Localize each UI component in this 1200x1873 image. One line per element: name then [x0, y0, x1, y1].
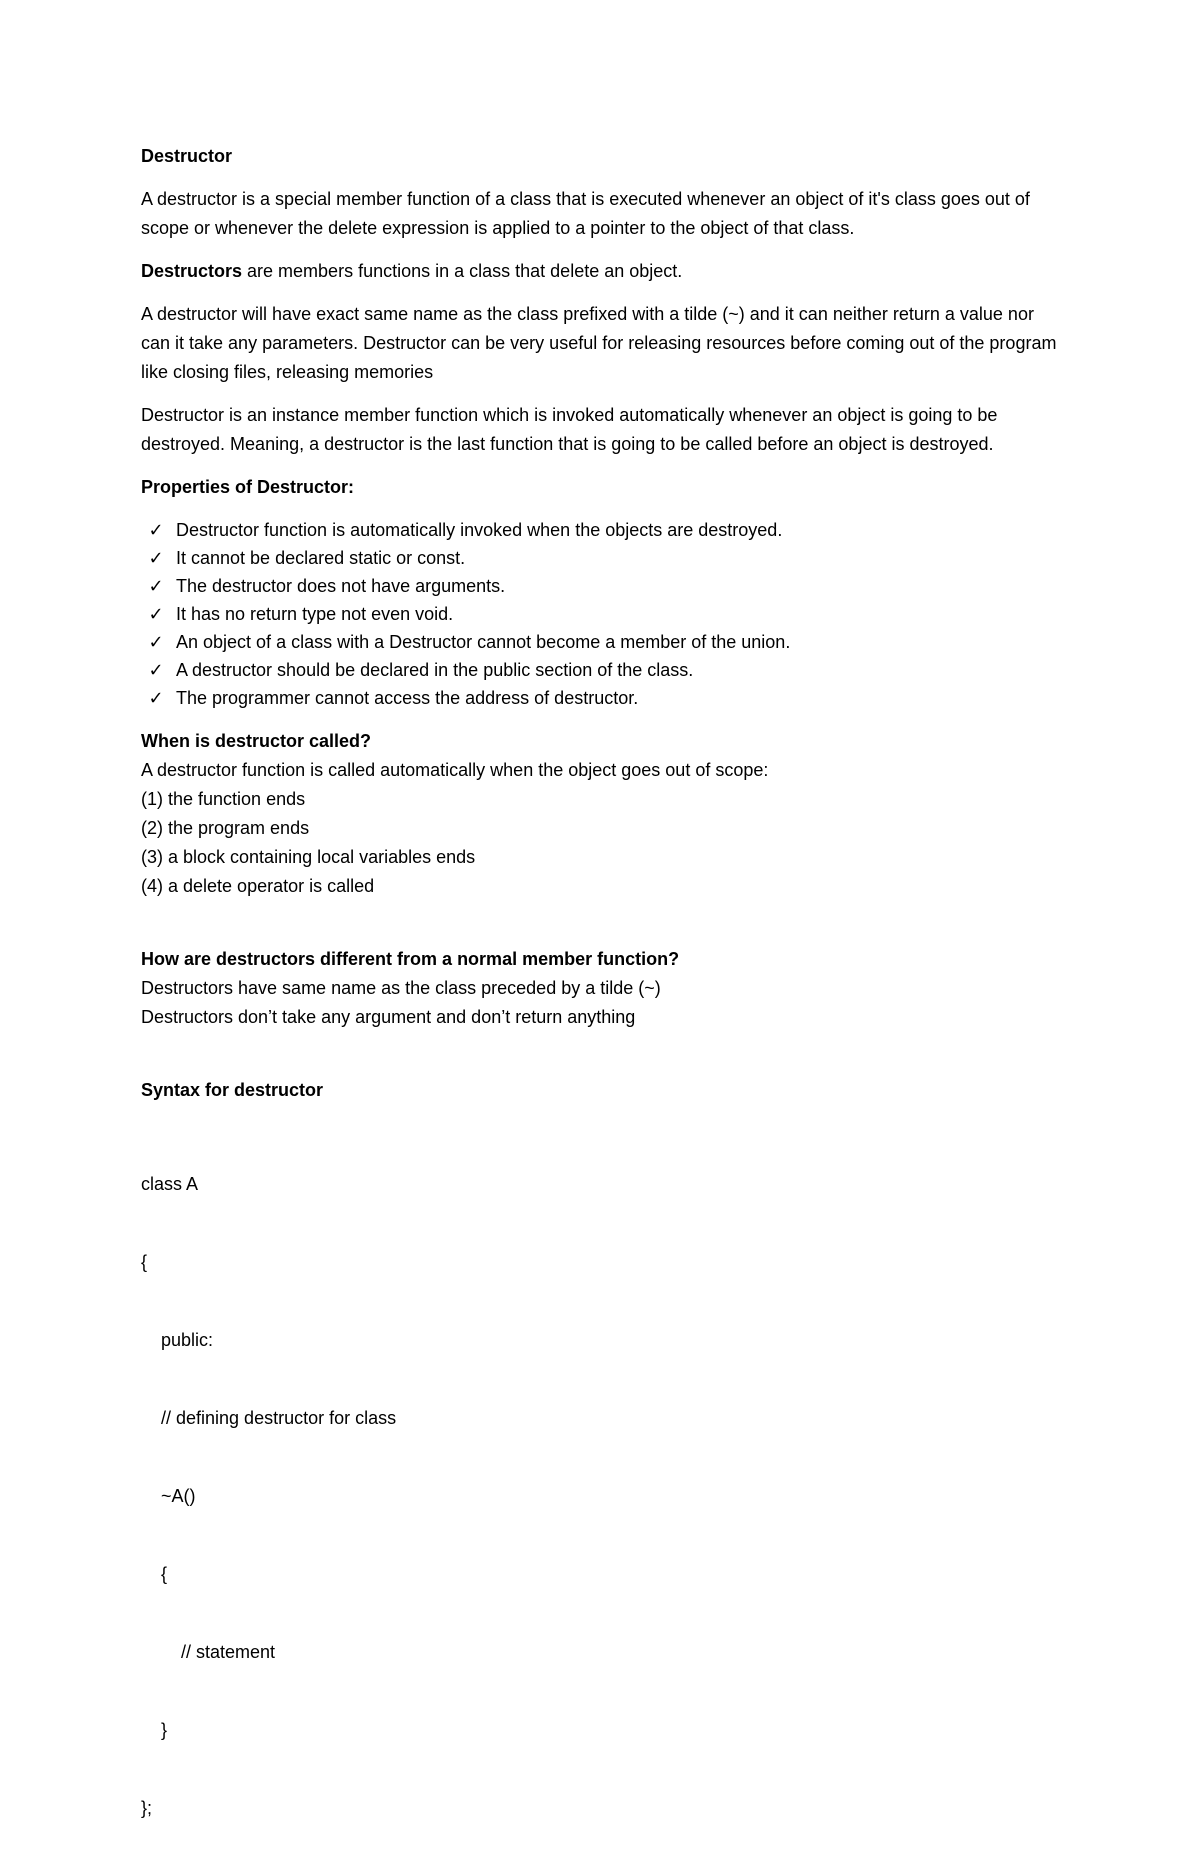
when-called-item: (1) the function ends: [141, 789, 306, 809]
name-paragraph: A destructor will have exact same name as the class prefixed with a tilde (~) and it can neither return a value nor can it take any parameters. Destructor can be very useful for releasing resources before coming out of the program like closing files, releasing memories: [141, 304, 1057, 382]
code-line: class A: [141, 1174, 199, 1194]
intro-paragraph: A destructor is a special member function of a class that is executed whenever an object of it's class goes out of scope or whenever the delete expression is applied to a pointer to the object of that class.: [141, 189, 1030, 238]
when-called-intro: A destructor function is called automatically when the object goes out of scope:: [141, 760, 769, 780]
checkmark-icon: ✓: [148, 548, 164, 568]
members-bold-term: Destructors: [141, 261, 243, 281]
list-item: ✓ The programmer cannot access the address of destructor.: [176, 684, 1066, 712]
properties-list: [141, 516, 1066, 712]
spacer: [141, 901, 1066, 945]
spacer: [141, 1032, 1066, 1076]
list-item: ✓ It has no return type not even void.: [176, 600, 1066, 628]
list-item: ✓ It cannot be declared static or const.: [176, 544, 1066, 572]
code-line: }: [141, 1720, 168, 1740]
members-paragraph: [141, 257, 1066, 286]
when-called-item: (4) a delete operator is called: [141, 876, 375, 896]
checkmark-icon: ✓: [148, 660, 164, 680]
code-line: {: [141, 1252, 148, 1272]
instance-paragraph: Destructor is an instance member function which is invoked automatically whenever an object is going to be destroyed. Meaning, a destructor is the last function that is going to be called before an object is destroyed.: [141, 405, 998, 454]
syntax-heading: Syntax for destructor: [141, 1080, 324, 1100]
checkmark-icon: ✓: [148, 632, 164, 652]
list-item: ✓ Destructor function is automatically invoked when the objects are destroyed.: [176, 516, 1066, 544]
checkmark-icon: ✓: [148, 688, 164, 708]
code-line: // statement: [141, 1642, 276, 1662]
difference-line: Destructors have same name as the class preceded by a tilde (~): [141, 978, 661, 998]
difference-heading: How are destructors different from a normal member function?: [141, 949, 680, 969]
when-called-item: (3) a block containing local variables ends: [141, 847, 476, 867]
page-title: Destructor: [141, 146, 233, 166]
members-rest: are members functions in a class that delete an object.: [242, 261, 683, 281]
when-called-heading: When is destructor called?: [141, 731, 372, 751]
code-line: ~A(): [141, 1486, 196, 1506]
list-item: ✓ A destructor should be declared in the public section of the class.: [176, 656, 1066, 684]
code-block: [141, 1119, 1066, 1873]
checkmark-icon: ✓: [148, 576, 164, 596]
difference-line: Destructors don’t take any argument and don’t return anything: [141, 1007, 636, 1027]
code-line: {: [141, 1564, 168, 1584]
document-body: [141, 142, 1066, 1873]
checkmark-icon: ✓: [148, 604, 164, 624]
list-item: ✓ The destructor does not have arguments.: [176, 572, 1066, 600]
code-line: public:: [141, 1330, 214, 1350]
code-line: };: [141, 1798, 153, 1818]
checkmark-icon: ✓: [148, 520, 164, 540]
properties-heading: Properties of Destructor:: [141, 477, 355, 497]
when-called-item: (2) the program ends: [141, 818, 310, 838]
list-item: ✓ An object of a class with a Destructor cannot become a member of the union.: [176, 628, 1066, 656]
code-line: // defining destructor for class: [141, 1408, 397, 1428]
